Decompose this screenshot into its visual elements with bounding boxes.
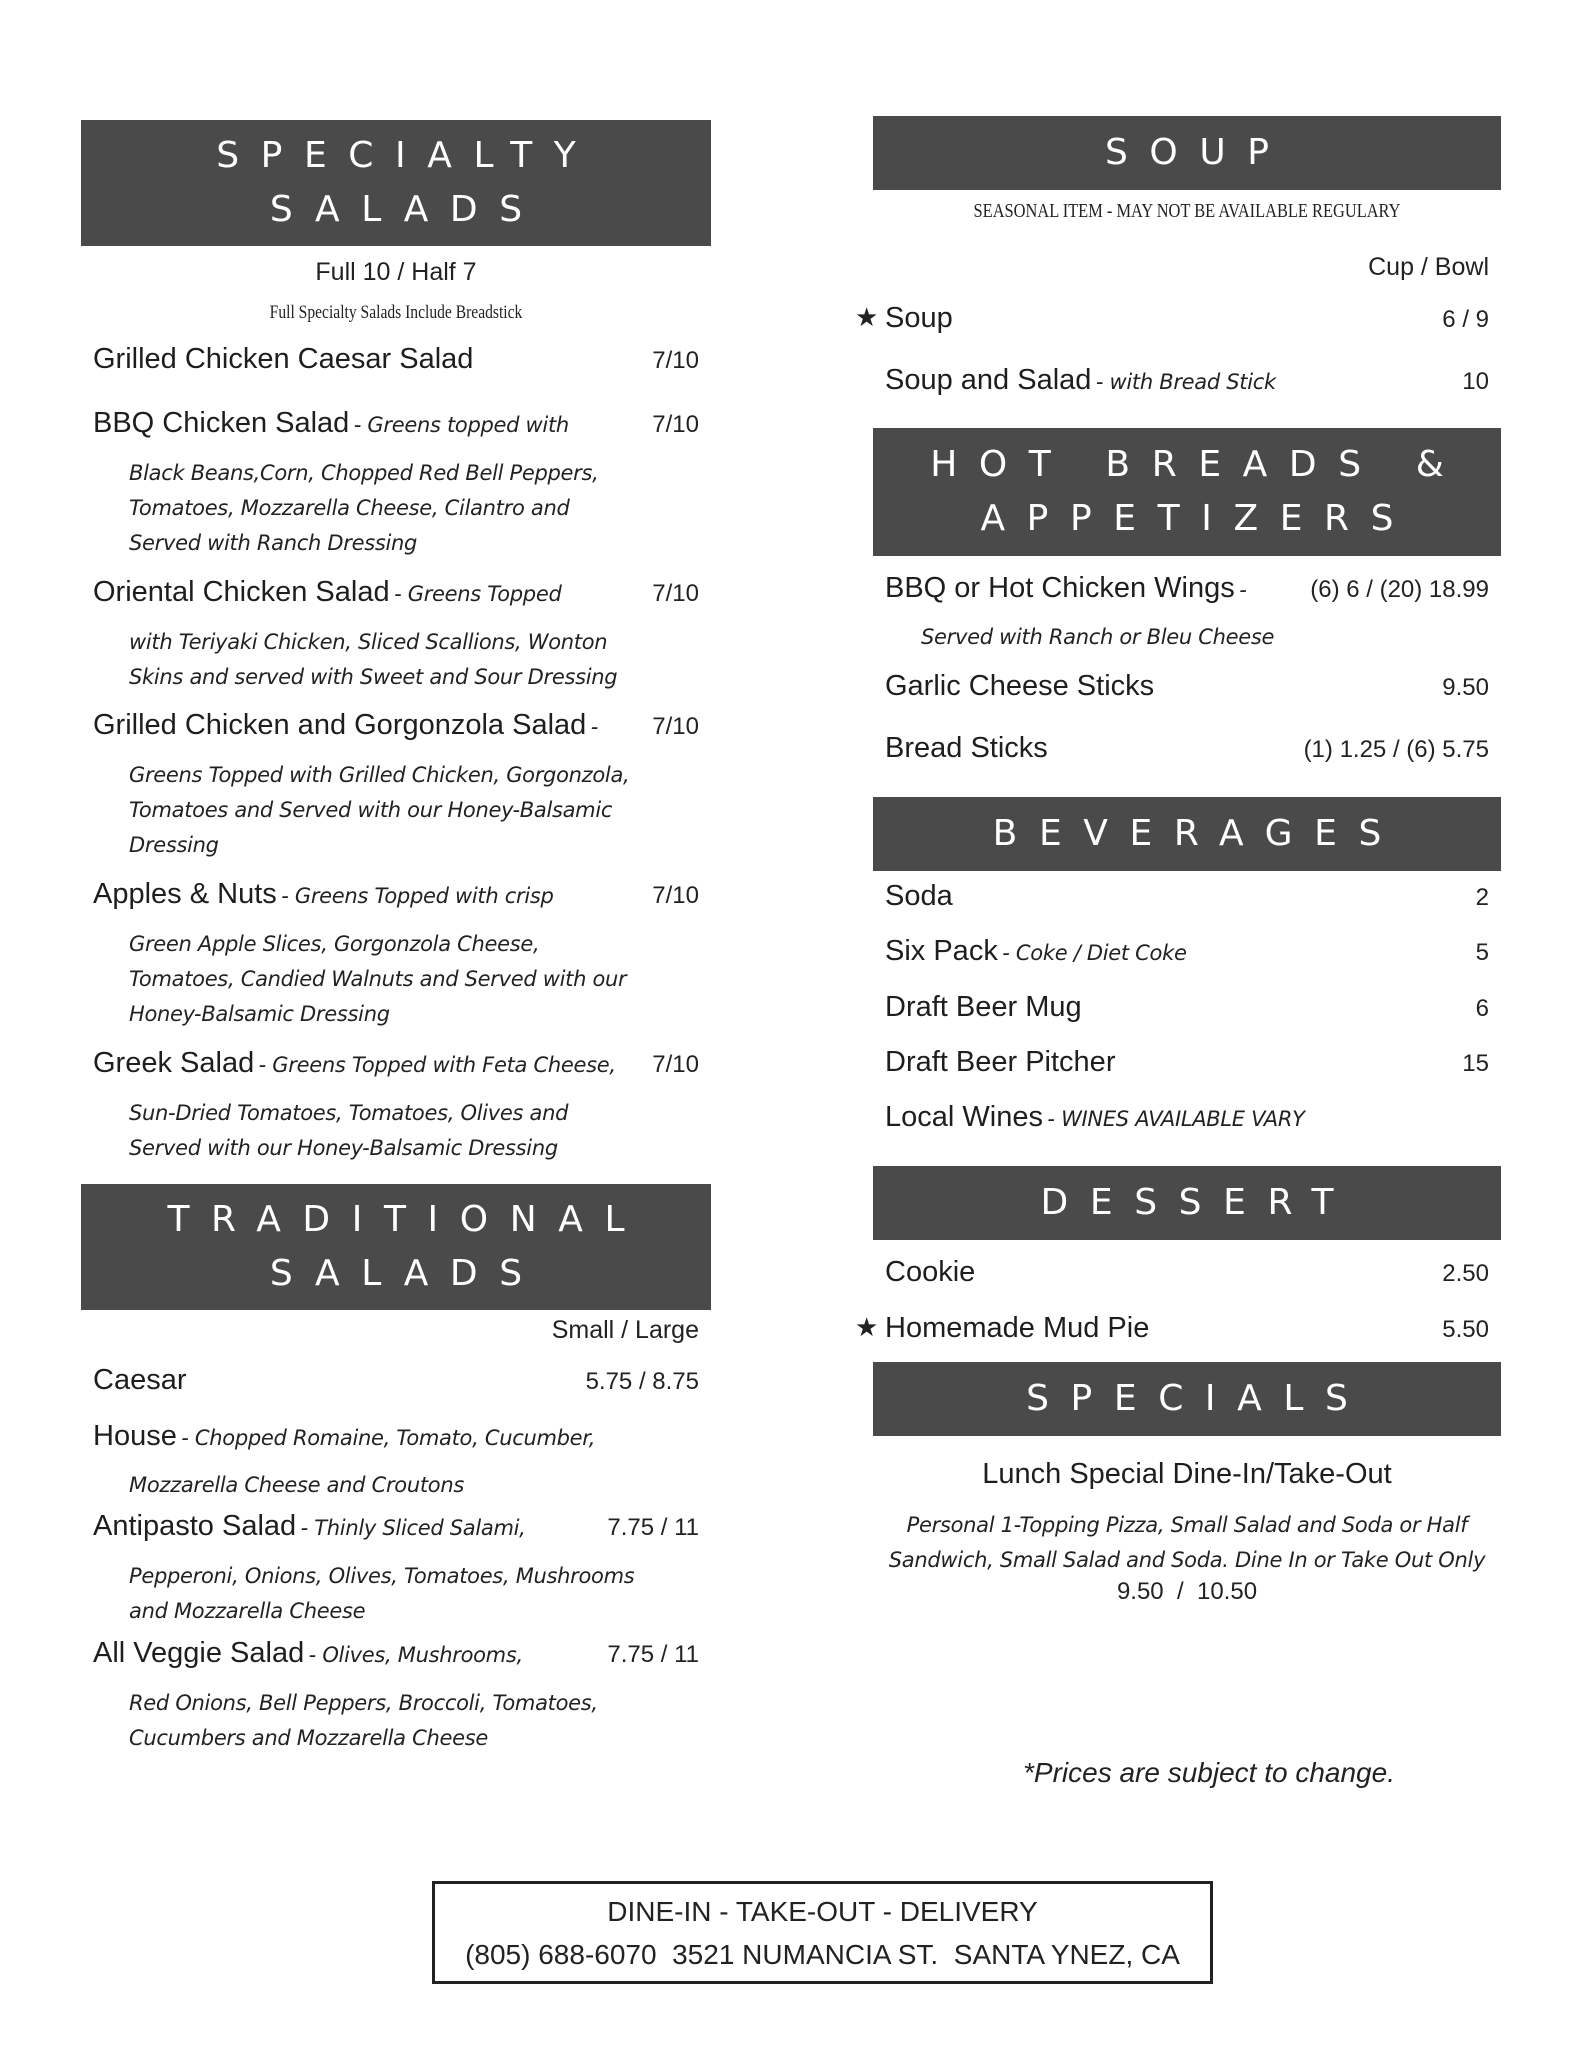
item-name: Draft Beer Pitcher bbox=[885, 1046, 1116, 1078]
desc-line: Honey-Balsamic Dressing bbox=[129, 1002, 390, 1026]
item-description bbox=[129, 758, 691, 863]
menu-item bbox=[885, 880, 1489, 913]
item-name: Caesar bbox=[93, 1364, 187, 1396]
item-desc: - Olives, Mushrooms, bbox=[308, 1643, 523, 1667]
item-desc: - with Bread Stick bbox=[1095, 370, 1276, 394]
item-price: 7/10 bbox=[652, 347, 699, 374]
item-name: Garlic Cheese Sticks bbox=[885, 670, 1155, 702]
item-desc: - Thinly Sliced Salami, bbox=[300, 1516, 526, 1540]
specialty-price-note: Full 10 / Half 7 bbox=[315, 258, 477, 286]
item-name: House bbox=[93, 1420, 177, 1452]
item-name: Soup and Salad bbox=[885, 364, 1092, 396]
item-price: 7/10 bbox=[652, 882, 699, 909]
item-name: Soda bbox=[885, 880, 953, 912]
menu-item bbox=[885, 572, 1489, 605]
menu-item bbox=[885, 1046, 1489, 1079]
desc-line: Cucumbers and Mozzarella Cheese bbox=[129, 1726, 488, 1750]
item-price: 7.75 / 11 bbox=[607, 1641, 699, 1668]
banner-title-line1: HOT BREADS & bbox=[930, 444, 1466, 485]
item-name: Cookie bbox=[885, 1256, 976, 1288]
item-price: 7/10 bbox=[652, 1051, 699, 1078]
breadstick-note: Full Specialty Salads Include Breadstick bbox=[269, 302, 523, 323]
desc-line: Tomatoes, Mozzarella Cheese, Cilantro and bbox=[129, 496, 570, 520]
item-desc: - Greens Topped with crisp bbox=[281, 884, 554, 908]
banner-title-line2: SALADS bbox=[269, 189, 544, 230]
menu-item bbox=[93, 407, 699, 440]
item-name: Bread Sticks bbox=[885, 732, 1048, 764]
menu-item bbox=[93, 878, 699, 911]
desc-line: Personal 1-Topping Pizza, Small Salad and Soda or Half bbox=[906, 1513, 1468, 1537]
banner-title: SPECIALS bbox=[1026, 1378, 1370, 1419]
item-desc: - bbox=[590, 715, 599, 739]
menu-item bbox=[855, 302, 1489, 335]
item-desc: - Greens Topped with Feta Cheese, bbox=[258, 1053, 616, 1077]
menu-item bbox=[93, 1364, 699, 1397]
specials-banner bbox=[873, 1362, 1501, 1436]
item-price: (1) 1.25 / (6) 5.75 bbox=[1303, 736, 1489, 763]
menu-item bbox=[93, 709, 699, 742]
item-price: 15 bbox=[1462, 1050, 1489, 1077]
item-price: 6 bbox=[1475, 995, 1489, 1022]
item-name: Grilled Chicken Caesar Salad bbox=[93, 343, 474, 375]
banner-title: DESSERT bbox=[1040, 1182, 1356, 1223]
item-name: All Veggie Salad bbox=[93, 1637, 305, 1669]
specials-heading: Lunch Special Dine-In/Take-Out bbox=[982, 1458, 1392, 1490]
item-price: 7/10 bbox=[652, 713, 699, 740]
traditional-salads-banner bbox=[81, 1184, 711, 1310]
item-desc: - Greens topped with bbox=[353, 413, 569, 437]
desc-line: Sandwich, Small Salad and Soda. Dine In or Take Out Only bbox=[888, 1548, 1486, 1572]
item-price: 9.50 bbox=[1442, 674, 1489, 701]
footer-contact-box bbox=[432, 1881, 1213, 1984]
desc-line: Pepperoni, Onions, Olives, Tomatoes, Mushrooms bbox=[129, 1564, 635, 1588]
desc-line: Mozzarella Cheese and Croutons bbox=[129, 1473, 464, 1497]
desc-line: Sun-Dried Tomatoes, Tomatoes, Olives and bbox=[129, 1101, 569, 1125]
item-description bbox=[129, 927, 691, 1032]
banner-title: BEVERAGES bbox=[992, 813, 1403, 854]
banner-title-line1: SPECIALTY bbox=[216, 135, 598, 176]
item-description bbox=[129, 1468, 691, 1503]
item-name: Grilled Chicken and Gorgonzola Salad bbox=[93, 709, 587, 741]
star-icon: ★ bbox=[855, 1312, 879, 1342]
desc-line: Black Beans,Corn, Chopped Red Bell Peppers, bbox=[129, 461, 599, 485]
item-name: Homemade Mud Pie bbox=[885, 1312, 1150, 1344]
item-name: Greek Salad bbox=[93, 1047, 255, 1079]
hot-breads-banner bbox=[873, 428, 1501, 556]
item-price: 2 bbox=[1475, 884, 1489, 911]
item-price: 10 bbox=[1462, 368, 1489, 395]
item-name: Draft Beer Mug bbox=[885, 991, 1082, 1023]
desc-line: Tomatoes and Served with our Honey-Balsamic bbox=[129, 798, 613, 822]
item-price: 2.50 bbox=[1442, 1260, 1489, 1287]
item-description bbox=[129, 456, 691, 561]
service-options: DINE-IN - TAKE-OUT - DELIVERY bbox=[607, 1895, 1038, 1927]
desc-line: Served with our Honey-Balsamic Dressing bbox=[129, 1136, 558, 1160]
menu-item bbox=[885, 1256, 1489, 1289]
desc-line: Tomatoes, Candied Walnuts and Served with our bbox=[129, 967, 627, 991]
desc-line: Green Apple Slices, Gorgonzola Cheese, bbox=[129, 932, 540, 956]
item-price: 7/10 bbox=[652, 580, 699, 607]
item-description bbox=[129, 625, 691, 695]
banner-title: SOUP bbox=[1104, 132, 1291, 173]
seasonal-note: SEASONAL ITEM - MAY NOT BE AVAILABLE REGULARY bbox=[973, 200, 1401, 222]
item-name: Apples & Nuts bbox=[93, 878, 277, 910]
item-desc: - bbox=[1239, 578, 1247, 602]
banner-title-line2: APPETIZERS bbox=[980, 498, 1416, 539]
item-description bbox=[129, 1686, 691, 1756]
item-name: BBQ Chicken Salad bbox=[93, 407, 350, 439]
contact-address: (805) 688-6070 3521 NUMANCIA ST. SANTA YNEZ, CA bbox=[465, 1938, 1180, 1970]
item-desc: - Chopped Romaine, Tomato, Cucumber, bbox=[181, 1426, 596, 1450]
menu-item bbox=[855, 1312, 1489, 1345]
menu-item bbox=[885, 1101, 1489, 1134]
size-header: Small / Large bbox=[551, 1316, 699, 1344]
menu-item bbox=[93, 1510, 699, 1543]
menu-item bbox=[93, 343, 699, 376]
beverages-banner bbox=[873, 797, 1501, 871]
desc-line: Greens Topped with Grilled Chicken, Gorgonzola, bbox=[129, 763, 630, 787]
item-description bbox=[129, 1096, 691, 1166]
menu-item bbox=[93, 1637, 699, 1670]
desc-line: Dressing bbox=[129, 833, 219, 857]
item-name: Six Pack bbox=[885, 935, 998, 967]
item-desc: - Greens Topped bbox=[394, 582, 562, 606]
desc-line: Served with Ranch Dressing bbox=[129, 531, 418, 555]
item-price: 5.50 bbox=[1442, 1316, 1489, 1343]
item-desc: - Coke / Diet Coke bbox=[1002, 941, 1187, 965]
item-price: 7/10 bbox=[652, 411, 699, 438]
price-disclaimer: *Prices are subject to change. bbox=[1023, 1757, 1395, 1788]
item-price: 6 / 9 bbox=[1442, 306, 1489, 333]
soup-banner bbox=[873, 116, 1501, 190]
item-price: 5 bbox=[1475, 939, 1489, 966]
specialty-salads-banner bbox=[81, 120, 711, 246]
specials-price: 9.50 / 10.50 bbox=[1116, 1578, 1258, 1605]
banner-title-line2: SALADS bbox=[269, 1253, 544, 1294]
item-name: Local Wines bbox=[885, 1101, 1043, 1133]
banner-title-line1: TRADITIONAL bbox=[167, 1199, 647, 1240]
item-name: Oriental Chicken Salad bbox=[93, 576, 390, 608]
menu-item bbox=[885, 935, 1489, 968]
desc-line: and Mozzarella Cheese bbox=[129, 1599, 366, 1623]
desc-line: Served with Ranch or Bleu Cheese bbox=[921, 625, 1275, 649]
star-icon: ★ bbox=[855, 302, 879, 332]
item-price: (6) 6 / (20) 18.99 bbox=[1310, 576, 1489, 603]
item-name: Soup bbox=[885, 302, 953, 334]
menu-item bbox=[885, 991, 1489, 1024]
menu-item bbox=[885, 364, 1489, 397]
dessert-banner bbox=[873, 1166, 1501, 1240]
item-price: 5.75 / 8.75 bbox=[585, 1368, 699, 1395]
desc-line: with Teriyaki Chicken, Sliced Scallions, Wonton bbox=[129, 630, 608, 654]
item-description bbox=[129, 1559, 691, 1629]
size-header: Cup / Bowl bbox=[1368, 253, 1489, 281]
item-price: 7.75 / 11 bbox=[607, 1514, 699, 1541]
item-description bbox=[921, 620, 1481, 655]
item-name: Antipasto Salad bbox=[93, 1510, 297, 1542]
menu-item bbox=[93, 1047, 699, 1080]
item-name: BBQ or Hot Chicken Wings bbox=[885, 572, 1235, 604]
menu-item bbox=[93, 576, 699, 609]
desc-line: Skins and served with Sweet and Sour Dressing bbox=[129, 665, 618, 689]
menu-item bbox=[93, 1420, 699, 1453]
desc-line: Red Onions, Bell Peppers, Broccoli, Tomatoes, bbox=[129, 1691, 598, 1715]
specials-description bbox=[873, 1508, 1501, 1578]
item-desc: - WINES AVAILABLE VARY bbox=[1047, 1107, 1305, 1131]
menu-item bbox=[885, 670, 1489, 703]
menu-item bbox=[885, 732, 1489, 765]
